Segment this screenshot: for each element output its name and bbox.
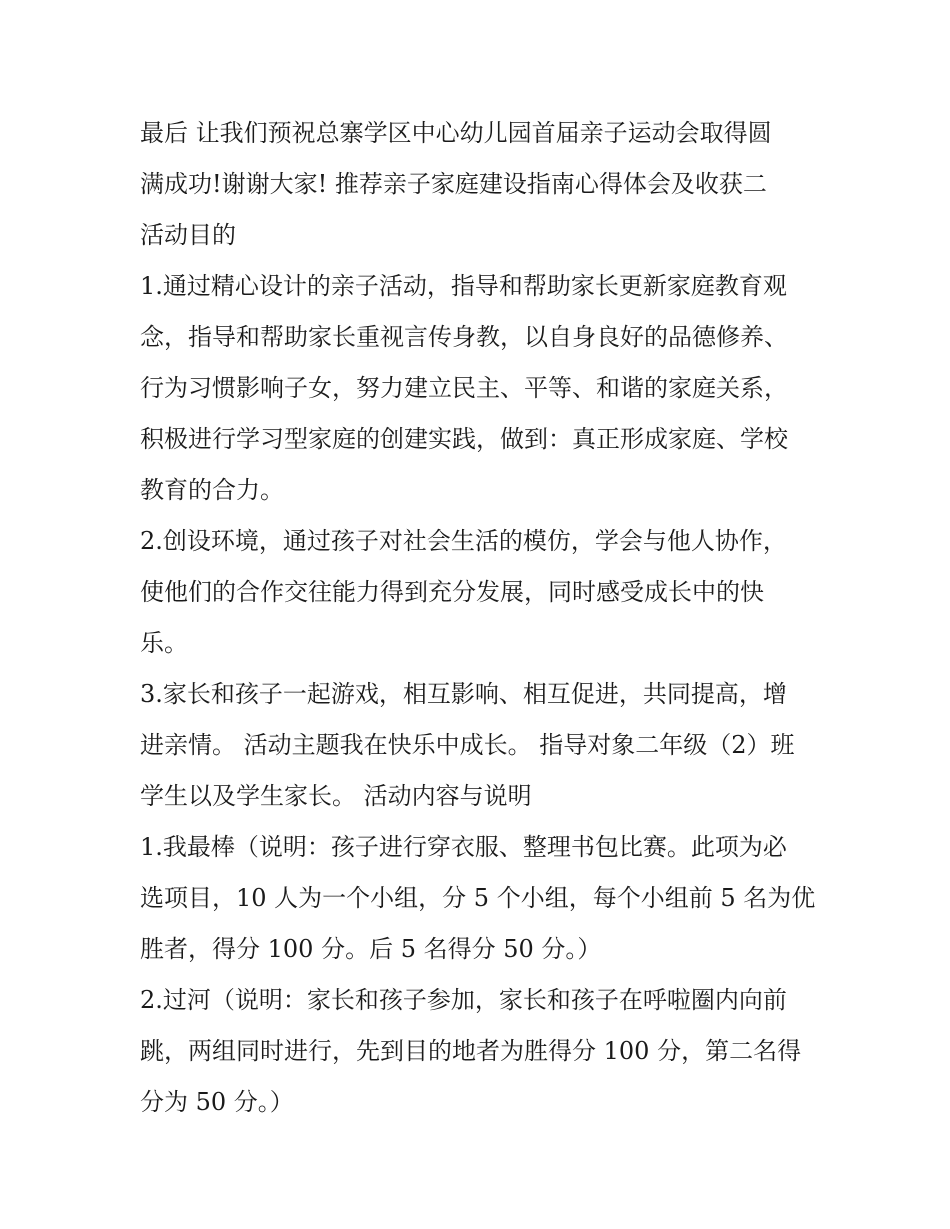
text-line-19: 跳，两组同时进行，先到目的地者为胜得分 100 分，第二名得 bbox=[140, 1037, 802, 1065]
text-line-1: 最后 让我们预祝总寨学区中心幼儿园首届亲子运动会取得圆 bbox=[140, 119, 772, 147]
text-line-8: 教育的合力。 bbox=[140, 476, 284, 504]
text-line-18: 2.过河（说明：家长和孩子参加，家长和孩子在呼啦圈内向前 bbox=[140, 986, 787, 1014]
text-line-20: 分为 50 分。） bbox=[140, 1088, 294, 1116]
document-body bbox=[140, 108, 820, 1128]
text-line-7: 积极进行学习型家庭的创建实践，做到：真正形成家庭、学校 bbox=[140, 425, 788, 453]
text-line-4: 1.通过精心设计的亲子活动，指导和帮助家长更新家庭教育观 bbox=[140, 272, 787, 300]
section-heading-purpose: 活动目的 bbox=[140, 221, 236, 249]
text-line-6: 行为习惯影响子女，努力建立民主、平等、和谐的家庭关系， bbox=[140, 374, 788, 402]
text-line-2: 满成功!谢谢大家! 推荐亲子家庭建设指南心得体会及收获二 bbox=[140, 170, 767, 198]
text-line-15: 1.我最棒（说明：孩子进行穿衣服、整理书包比赛。此项为必 bbox=[140, 833, 787, 861]
text-line-14: 学生以及学生家长。 活动内容与说明 bbox=[140, 782, 532, 810]
text-line-12: 3.家长和孩子一起游戏，相互影响、相互促进，共同提高，增 bbox=[140, 680, 787, 708]
text-line-10: 使他们的合作交往能力得到充分发展，同时感受成长中的快 bbox=[140, 578, 764, 606]
text-line-5: 念，指导和帮助家长重视言传身教，以自身良好的品德修养、 bbox=[140, 323, 788, 351]
text-line-16: 选项目，10 人为一个小组，分 5 个小组，每个小组前 5 名为优 bbox=[140, 884, 816, 912]
text-line-9: 2.创设环境，通过孩子对社会生活的模仿，学会与他人协作， bbox=[140, 527, 787, 555]
text-line-11: 乐。 bbox=[140, 629, 188, 657]
text-line-13: 进亲情。 活动主题我在快乐中成长。 指导对象二年级（2）班 bbox=[140, 731, 795, 759]
text-line-17: 胜者，得分 100 分。后 5 名得分 50 分。） bbox=[140, 935, 602, 963]
